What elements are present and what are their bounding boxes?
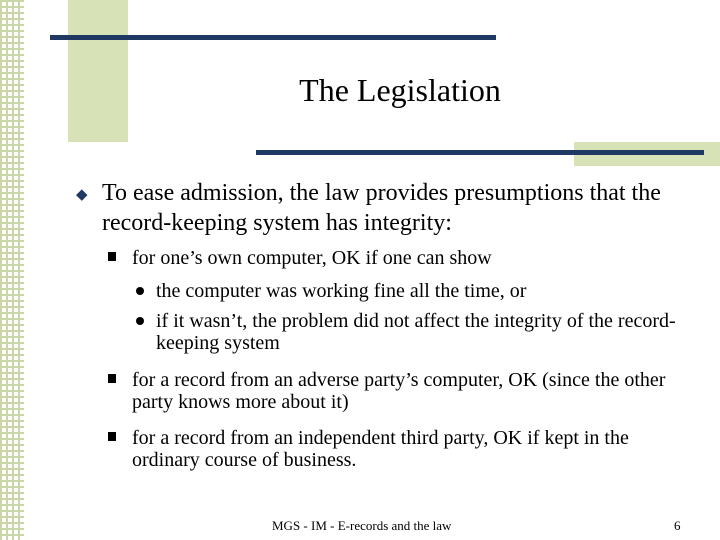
square-bullet-icon [108,432,116,441]
title-bottom-rule [256,150,704,155]
list-item-text: for one’s own computer, OK if one can show [132,247,492,269]
sub-list-item-text: if it wasn’t, the problem did not affect the integrity of the record-keeping system [156,310,676,354]
round-bullet-icon [136,287,144,295]
sub-list-item-text: the computer was working fine all the time, or [156,280,527,302]
main-bullet-text: To ease admission, the law provides presumptions that the record-keeping system has integrity: [102,180,661,236]
round-bullet-icon [136,317,144,325]
square-bullet-icon [108,252,116,261]
page-number: 6 [674,518,681,533]
title-top-rule [50,35,496,40]
diamond-bullet-icon: ◆ [76,187,88,203]
square-bullet-icon [108,374,116,383]
slide-title: The Legislation [299,72,501,108]
list-item-text: for a record from an independent third party, OK if kept in the ordinary course of business. [132,427,629,471]
decorative-green-block-top [68,0,128,142]
grid-pattern-strip [0,0,24,540]
list-item-text: for a record from an adverse party’s computer, OK (since the other party knows more about it) [132,369,666,413]
slide-footer: MGS - IM - E-records and the law [272,518,452,533]
